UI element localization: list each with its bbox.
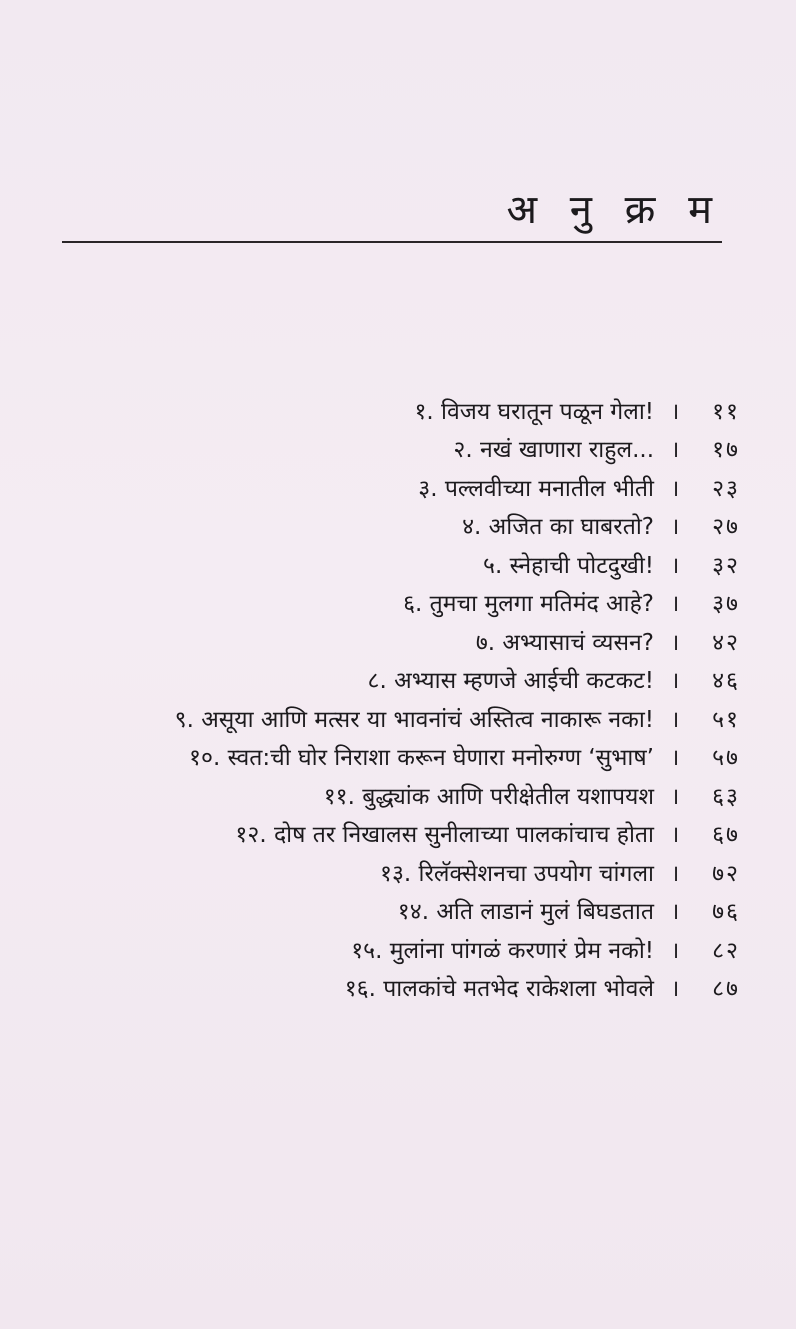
contents-heading: अ नु क्र म	[506, 187, 722, 233]
toc-entry-separator: ।	[670, 899, 680, 926]
toc-entry-separator: ।	[670, 591, 680, 618]
toc-entry-title: ८. अभ्यास म्हणजे आईची कटकट!	[367, 668, 654, 695]
toc-entry-title: १२. दोष तर निखालस सुनीलाच्या पालकांचाच होता	[235, 822, 654, 849]
heading-rule	[62, 241, 722, 243]
toc-entry-page: ८७	[712, 976, 740, 1003]
toc-entry-separator: ।	[670, 514, 680, 541]
toc-entry	[70, 470, 740, 509]
toc-entry-separator: ।	[670, 475, 680, 502]
toc-entry	[70, 778, 740, 817]
toc-entry-title: ९. असूया आणि मत्सर या भावनांचं अस्तित्व नाकारू नका!	[174, 706, 654, 733]
toc-entry	[70, 971, 740, 1010]
toc-entry-page: २३	[712, 475, 740, 502]
toc-entry	[70, 663, 740, 702]
toc-entry-page: ७६	[712, 899, 740, 926]
toc-entry	[70, 740, 740, 779]
toc-entry	[70, 855, 740, 894]
toc-entry-separator: ।	[670, 783, 680, 810]
toc-entry-separator: ।	[670, 398, 680, 425]
toc-entry-page: ४२	[712, 629, 740, 656]
toc-entry-separator: ।	[670, 976, 680, 1003]
toc-entry-separator: ।	[670, 822, 680, 849]
toc-entry-title: ४. अजित का घाबरतो?	[462, 514, 654, 541]
toc-entry-title: ३. पल्लवीच्या मनातील भीती	[418, 475, 654, 502]
toc-entry-title: ७. अभ्यासाचं व्यसन?	[475, 629, 654, 656]
toc-entry-page: २७	[712, 514, 740, 541]
toc-entry-page: ५७	[712, 745, 740, 772]
toc-entry-title: ६. तुमचा मुलगा मतिमंद आहे?	[403, 591, 654, 618]
toc-entry-page: ३२	[712, 552, 740, 579]
toc-entry-page: ५१	[712, 706, 740, 733]
toc-entry-page: ४६	[712, 668, 740, 695]
toc-entry-title: १४. अति लाडानं मुलं बिघडतात	[397, 899, 654, 926]
toc-entry	[70, 547, 740, 586]
toc-entry-title: १६. पालकांचे मतभेद राकेशला भोवले	[344, 976, 654, 1003]
toc-entry-separator: ।	[670, 437, 680, 464]
toc-entry-separator: ।	[670, 937, 680, 964]
toc-entry	[70, 624, 740, 663]
toc-entry	[70, 701, 740, 740]
toc-entry	[70, 393, 740, 432]
toc-entry-separator: ।	[670, 745, 680, 772]
toc-entry-page: ७२	[712, 860, 740, 887]
toc-entry-title: १५. मुलांना पांगळं करणारं प्रेम नको!	[351, 937, 654, 964]
toc-entry	[70, 932, 740, 971]
toc-entry-page: ३७	[712, 591, 740, 618]
toc-entry-page: १७	[712, 437, 740, 464]
toc-entry-separator: ।	[670, 706, 680, 733]
toc-entry-separator: ।	[670, 629, 680, 656]
toc-entry-page: ८२	[712, 937, 740, 964]
table-of-contents	[70, 393, 740, 1009]
toc-entry-page: ६७	[712, 822, 740, 849]
toc-entry	[70, 509, 740, 548]
toc-entry-page: ६३	[712, 783, 740, 810]
toc-entry-separator: ।	[670, 860, 680, 887]
toc-entry-title: १३. रिलॅक्सेशनचा उपयोग चांगला	[379, 860, 654, 887]
toc-entry-title: २. नखं खाणारा राहुल...	[453, 437, 654, 464]
toc-entry-title: १. विजय घरातून पळून गेला!	[414, 398, 654, 425]
toc-entry-page: ११	[712, 398, 740, 425]
toc-entry	[70, 586, 740, 625]
toc-entry	[70, 817, 740, 856]
toc-entry	[70, 432, 740, 471]
toc-entry-separator: ।	[670, 552, 680, 579]
toc-entry	[70, 894, 740, 933]
toc-entry-separator: ।	[670, 668, 680, 695]
toc-entry-title: १०. स्वत:ची घोर निराशा करून घेणारा मनोरुग्ण ‘सुभाष’	[189, 745, 654, 772]
toc-entry-title: ११. बुद्ध्यांक आणि परीक्षेतील यशापयश	[323, 783, 654, 810]
toc-entry-title: ५. स्नेहाची पोटदुखी!	[483, 552, 654, 579]
